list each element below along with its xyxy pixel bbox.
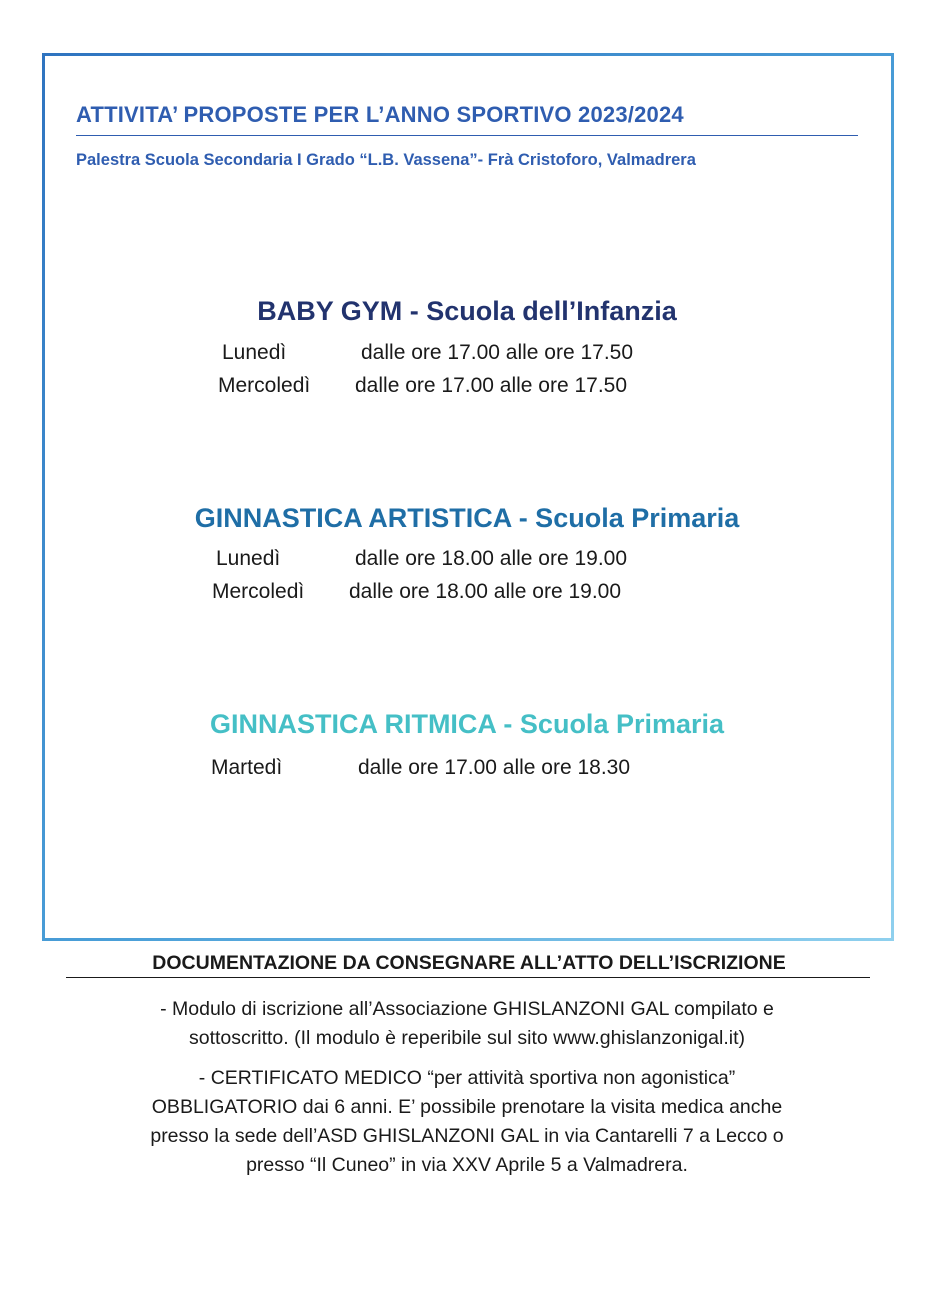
- documentation-paragraph-module: [40, 995, 894, 1053]
- section-title-ginnastica-artistica: GINNASTICA ARTISTICA - Scuola Primaria: [194, 503, 740, 533]
- schedule-time: dalle ore 17.00 alle ore 18.30: [358, 756, 631, 779]
- schedule-day: Mercoledì: [218, 374, 311, 397]
- schedule-time: dalle ore 18.00 alle ore 19.00: [355, 547, 628, 570]
- paragraph-line: presso la sede dell’ASD GHISLANZONI GAL in via Cantarelli 7 a Lecco o: [150, 1125, 784, 1147]
- schedule-row: [212, 580, 622, 604]
- schedule-row: [216, 547, 628, 571]
- page-title: ATTIVITA’ PROPOSTE PER L’ANNO SPORTIVO 2023/2024: [76, 102, 684, 127]
- schedule-row: [222, 341, 634, 365]
- documentation-underline: [66, 977, 870, 978]
- paragraph-line: OBBLIGATORIO dai 6 anni. E’ possibile prenotare la visita medica anche: [151, 1096, 783, 1118]
- venue-subtitle: Palestra Scuola Secondaria I Grado “L.B. Vassena”- Frà Cristoforo, Valmadrera: [76, 151, 696, 169]
- schedule-time: dalle ore 17.00 alle ore 17.50: [361, 341, 634, 364]
- schedule-time: dalle ore 17.00 alle ore 17.50: [355, 374, 628, 397]
- schedule-day: Lunedì: [222, 341, 287, 364]
- documentation-title: DOCUMENTAZIONE DA CONSEGNARE ALL’ATTO DELL’ISCRIZIONE: [152, 952, 786, 974]
- schedule-day: Martedì: [211, 756, 283, 779]
- paragraph-line: sottoscritto. (Il modulo è reperibile sul sito www.ghislanzonigal.it): [189, 1027, 745, 1049]
- paragraph-line: presso “Il Cuneo” in via XXV Aprile 5 a Valmadrera.: [246, 1154, 688, 1176]
- documentation-paragraph-certificate: [40, 1064, 894, 1180]
- schedule-day: Lunedì: [216, 547, 281, 570]
- paragraph-line: - CERTIFICATO MEDICO “per attività sportiva non agonistica”: [198, 1067, 736, 1089]
- section-title-baby-gym: BABY GYM - Scuola dell’Infanzia: [257, 296, 677, 326]
- schedule-day: Mercoledì: [212, 580, 305, 603]
- section-title-ginnastica-ritmica: GINNASTICA RITMICA - Scuola Primaria: [209, 709, 725, 739]
- paragraph-line: - Modulo di iscrizione all’Associazione GHISLANZONI GAL compilato e: [160, 998, 774, 1020]
- schedule-row: [211, 756, 631, 780]
- schedule-time: dalle ore 18.00 alle ore 19.00: [349, 580, 622, 603]
- page-frame: [42, 53, 894, 941]
- title-underline: [76, 135, 858, 136]
- schedule-row: [218, 374, 628, 398]
